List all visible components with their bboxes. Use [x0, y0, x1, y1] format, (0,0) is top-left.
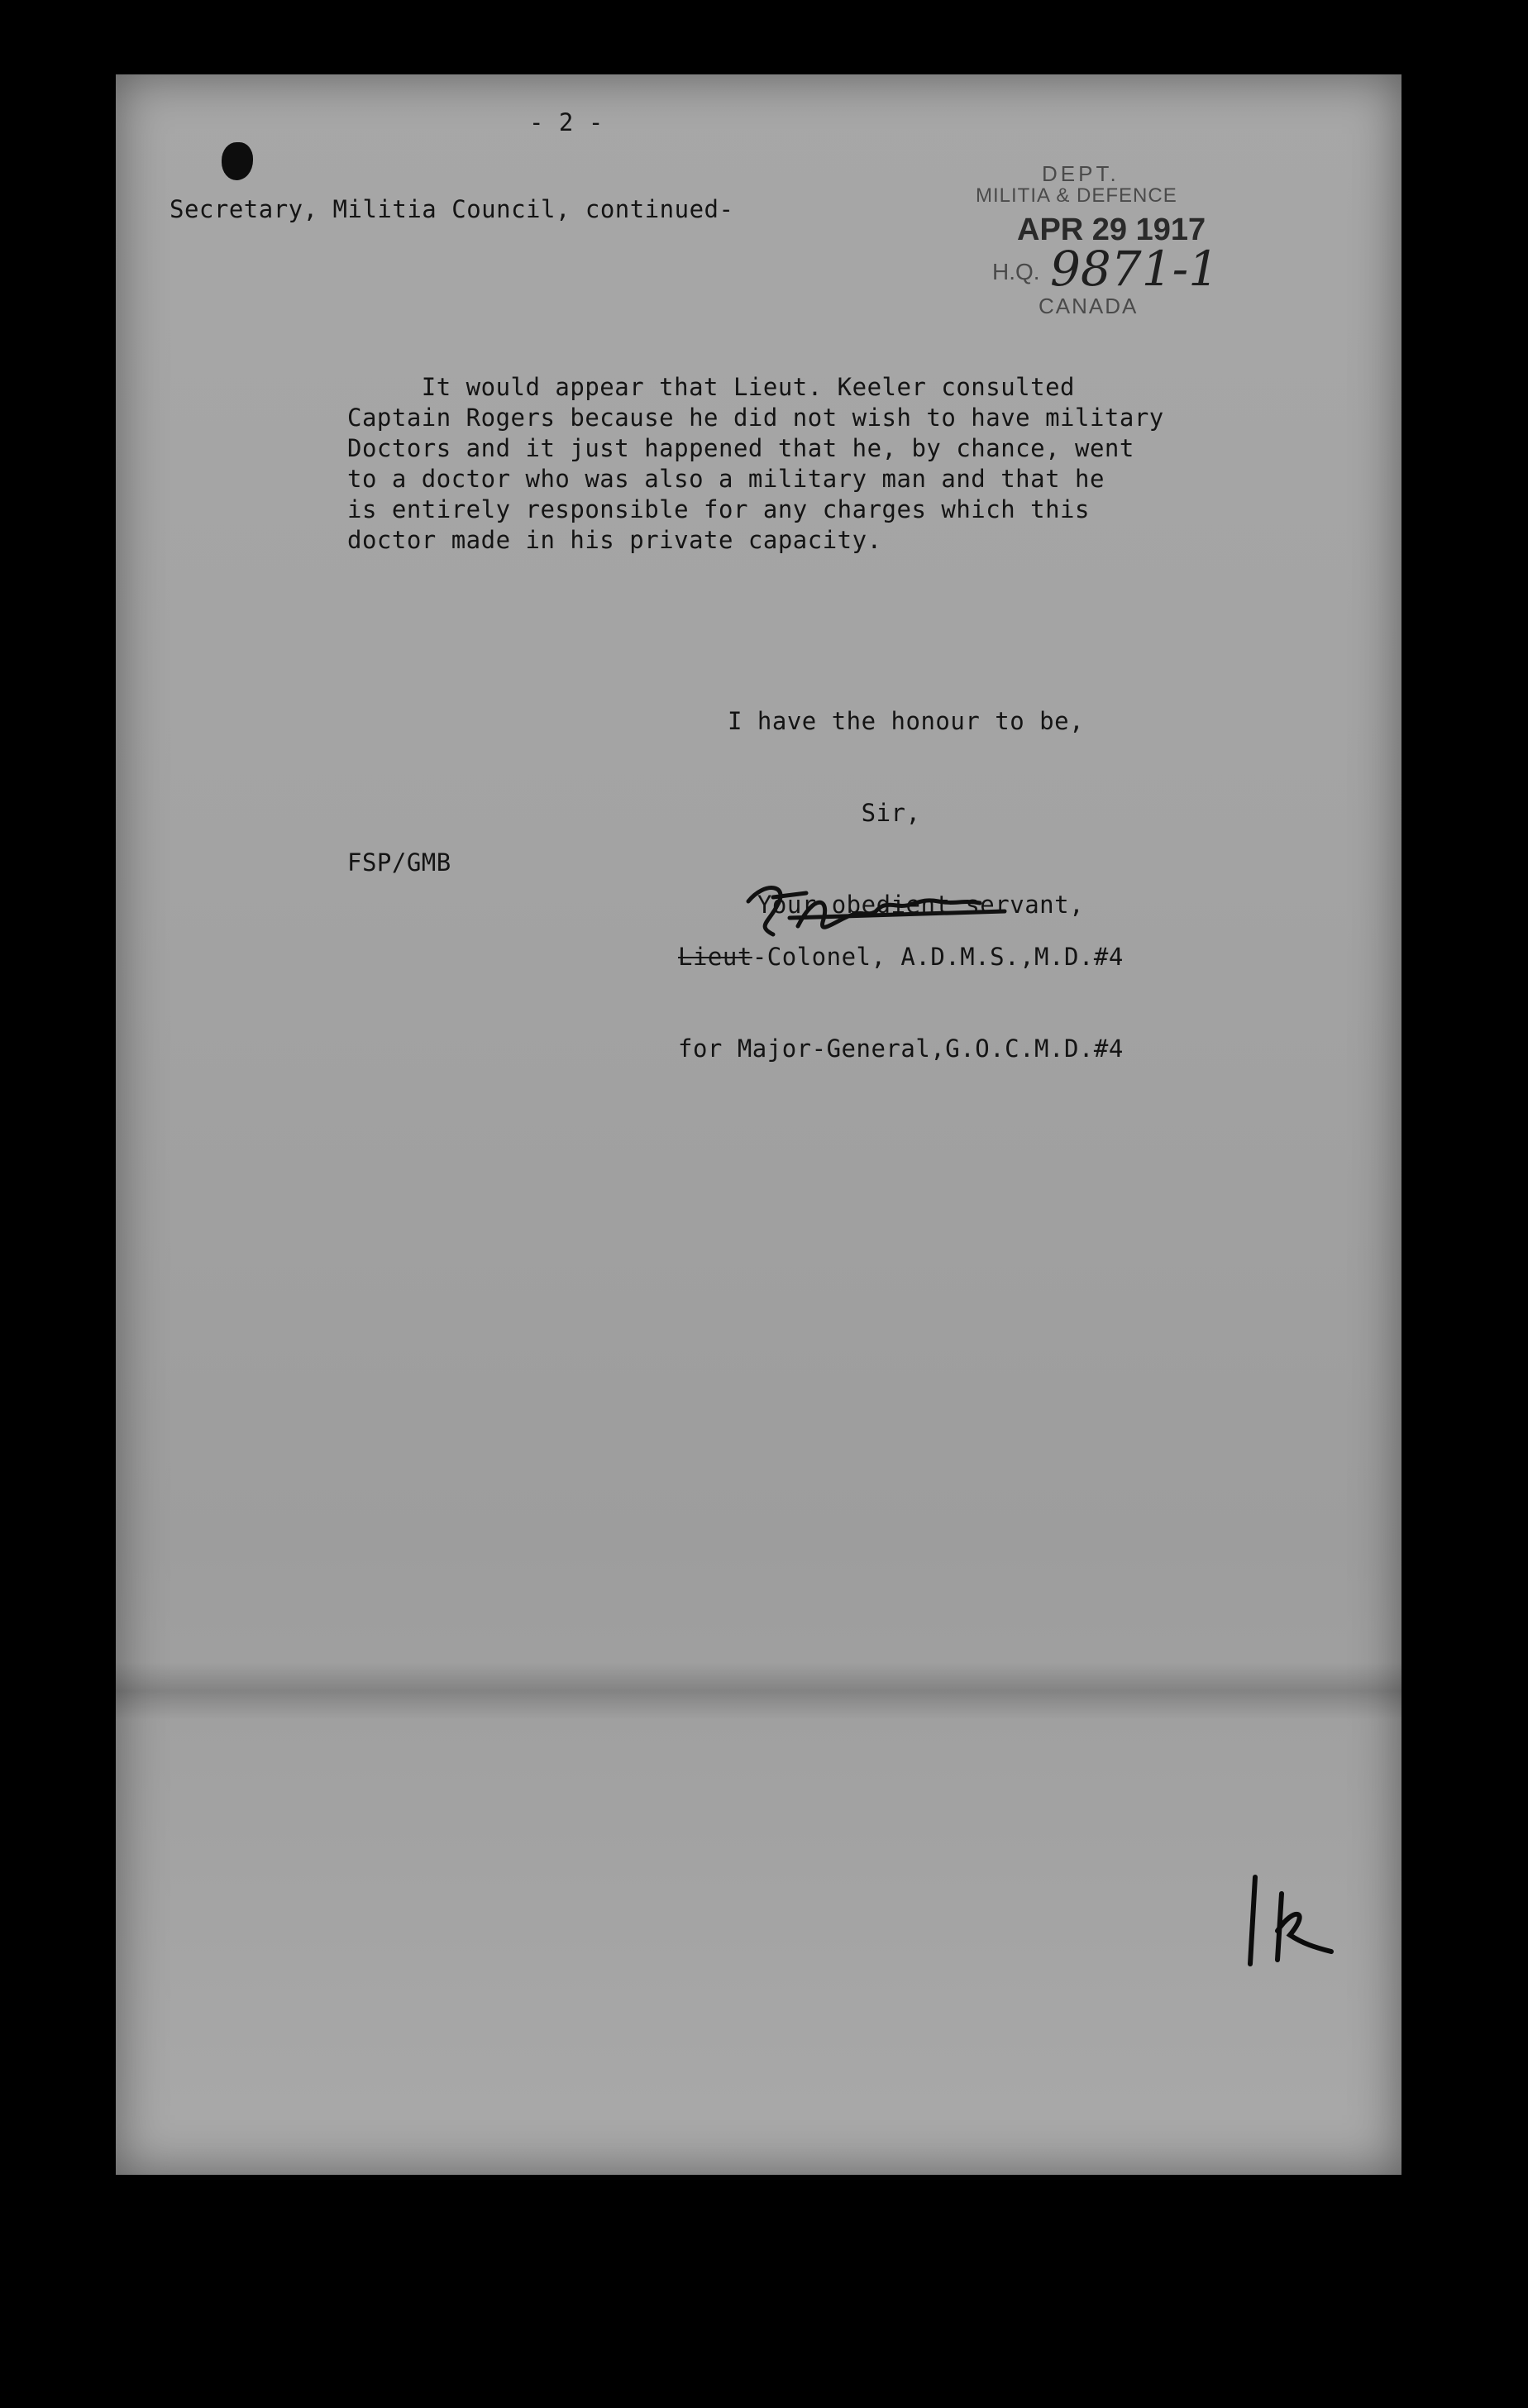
rank-title: -Colonel, A.D.M.S.,M.D.#4 [752, 943, 1124, 971]
folio-number-mark [1232, 1861, 1339, 1976]
stamp-dept: DEPT. [1042, 161, 1120, 186]
body-line: Doctors and it just happened that he, by chance, went [347, 434, 1134, 462]
signature-on-behalf: for Major-General,G.O.C.M.D.#4 [678, 1034, 1124, 1063]
closing-line: Sir, [728, 799, 921, 827]
stamp-country: CANADA [1039, 294, 1139, 318]
stamp-department: MILITIA & DEFENCE [976, 184, 1177, 207]
reference-initials: FSP/GMB [347, 848, 451, 877]
received-stamp [959, 161, 1232, 343]
closing-line: I have the honour to be, [728, 707, 1085, 735]
page-number: - 2 - [529, 108, 604, 136]
struck-rank: Lieut [678, 943, 752, 971]
stamp-file-number: 9871-1 [1050, 241, 1220, 297]
stamp-date: APR 29 1917 [1017, 213, 1206, 247]
stamp-hq-label: H.Q. [992, 259, 1040, 284]
scan-shadow-band [116, 1662, 1401, 1720]
body-line: doctor made in his private capacity. [347, 526, 882, 554]
body-line: It would appear that Lieut. Keeler consulted [347, 373, 1076, 401]
signature-block [678, 881, 1124, 1095]
body-line: Captain Rogers because he did not wish to have military [347, 404, 1164, 432]
punch-hole [222, 142, 253, 180]
body-paragraph [347, 372, 1273, 556]
body-line: is entirely responsible for any charges which this [347, 495, 1090, 523]
salutation-line: Secretary, Militia Council, continued- [170, 195, 734, 223]
body-line: to a doctor who was also a military man and that he [347, 465, 1105, 493]
closing-line: Your obedient servant, [728, 891, 1085, 919]
signature-title [678, 942, 1124, 972]
